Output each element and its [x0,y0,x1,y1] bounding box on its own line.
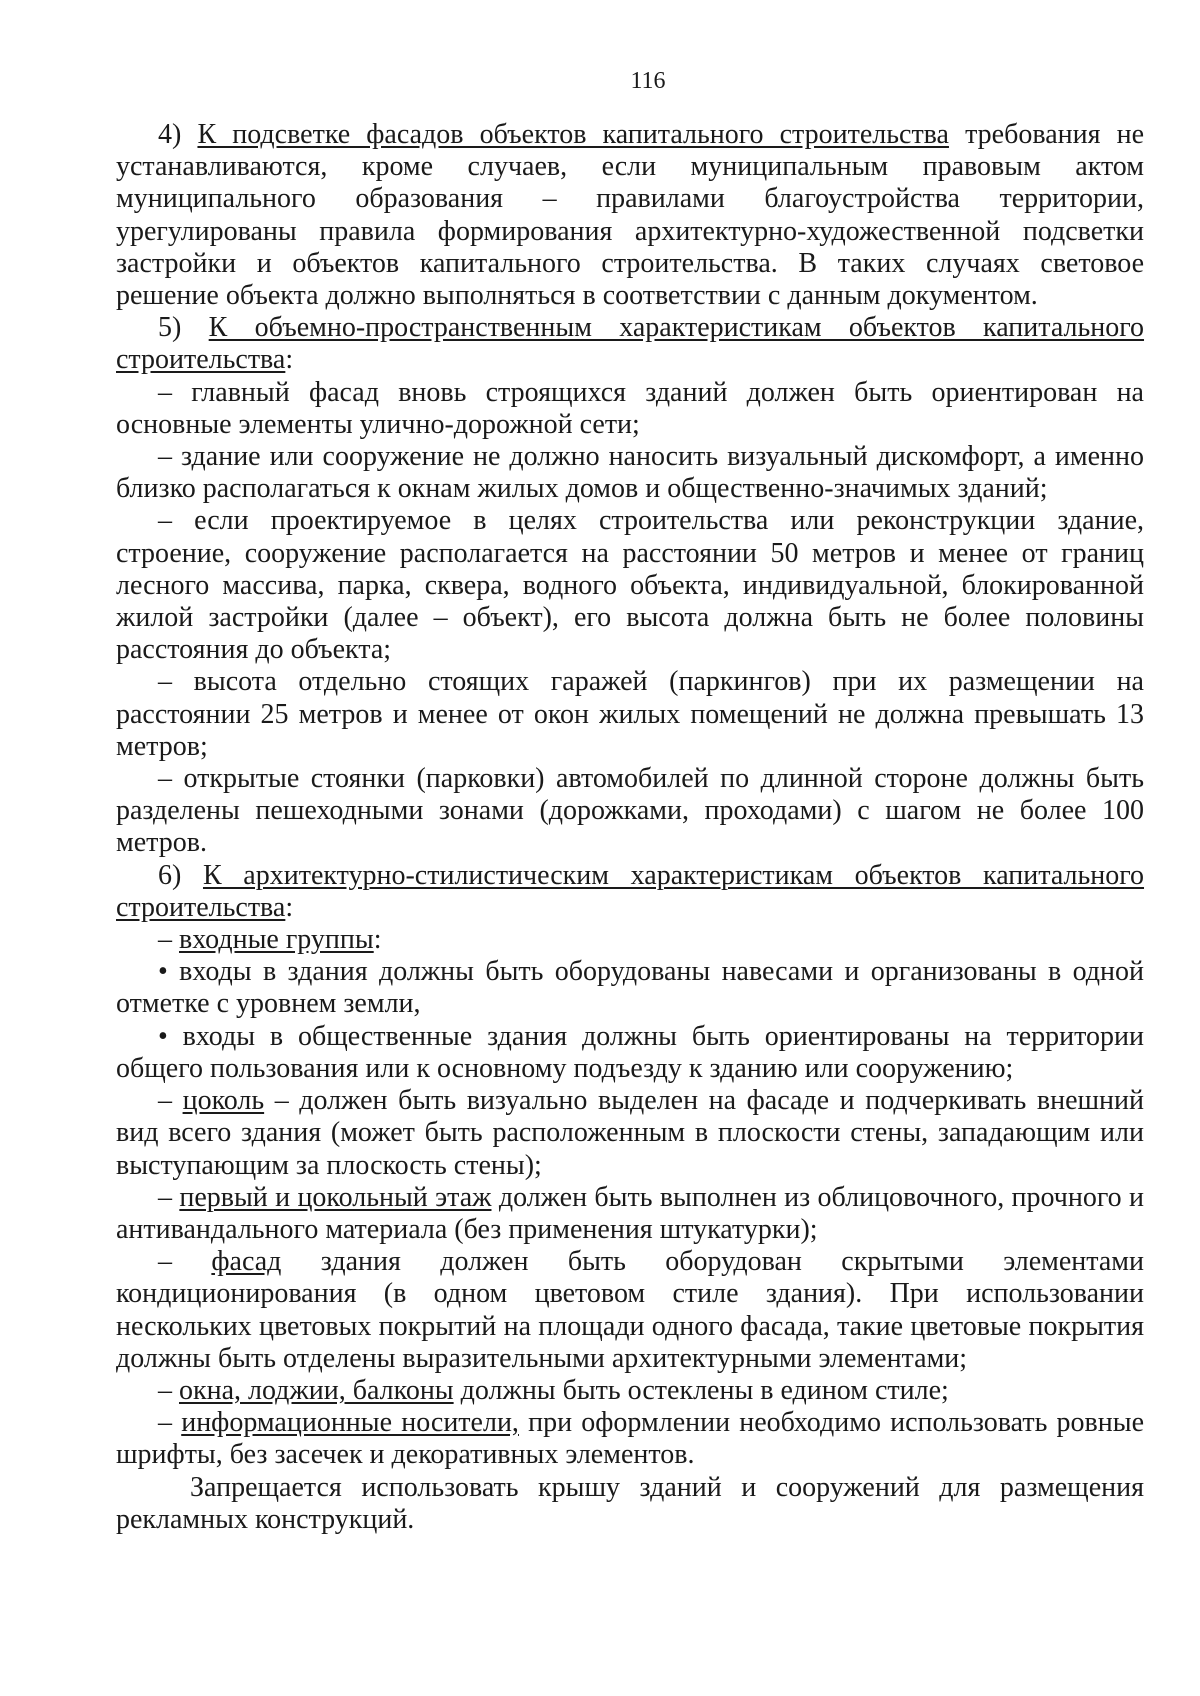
section-5-item: – открытые стоянки (парковки) автомобилей по длинной стороне должны быть разделены пешеходными зонами (дорожками, проходами) с шагом не более 100 метров. [116,763,1144,859]
section-6-number: 6) [158,859,182,891]
facade-label: фасад [211,1246,282,1278]
section-5-number: 5) [158,312,182,344]
section-4-text: требования не устанавливаются, кроме случаев, если муниципальным правовым актом муниципального образования – правилами благоустройства территории, урегулированы правила формирования архитектурно-художественной подсветки застройки и объектов капитального строительства. В таких случаях световое решение объекта должно выполняться в соответствии с данным документом. [116,119,1145,312]
plinth-item: – цоколь – должен быть визуально выделен на фасаде и подчеркивать внешний вид всего здания (может быть расположенным в плоскости стены, западающим или выступающим за плоскость стены); [116,1085,1145,1181]
info-carriers-label: информационные носители, [181,1407,519,1439]
section-6-title: К архитектурно-стилистическим характеристикам объектов капитального строительства [116,859,1145,923]
section-5-item: – здание или сооружение не должно наносить визуальный дискомфорт, а именно близко располагаться к окнам жилых домов и общественно-значимых зданий; [116,441,1144,505]
section-4-number: 4) [158,119,182,150]
facade-item: – фасад здания должен быть оборудован скрытыми элементами кондиционирования (в одном цветовом стиле здания). При использовании нескольких цветовых покрытий на площади одного фасада, такие цветовые покрытия должны быть отделены выразительными архитектурными элементами; [116,1246,1144,1374]
section-5-item: – если проектируемое в целях строительства или реконструкции здание, строение, сооружение располагается на расстоянии 50 метров и менее от границ лесного массива, парка, сквера, водного объекта, индивидуальной, блокированной жилой застройки (далее – объект), его высота должна быть не более половины расстояния до объекта; [116,505,1144,666]
plinth-label: цоколь [182,1085,265,1117]
section-5-title: К объемно-пространственным характеристикам объектов капитального строительства [116,312,1145,376]
floor-label: первый и цокольный этаж [179,1181,492,1213]
entrance-bullet-item: • входы в здания должны быть оборудованы навесами и организованы в одной отметке с уровнем земли, [116,956,1144,1020]
entrance-bullet-item: • входы в общественные здания должны быть ориентированы на территории общего пользования или к основному подъезду к зданию или сооружению; [116,1020,1144,1084]
windows-label: окна, лоджии, балконы [179,1374,454,1406]
section-4-title: К подсветке фасадов объектов капитального строительства [197,119,949,150]
windows-item: – окна, лоджии, балконы должны быть остеклены в едином стиле; [158,1374,949,1406]
entrance-groups-label: входные группы [179,924,374,956]
info-carriers-item: – информационные носители, при оформлении необходимо использовать ровные шрифты, без засечек и декоративных элементов. [116,1407,1144,1471]
floor-item: – первый и цокольный этаж должен быть выполнен из облицовочного, прочного и антивандального материала (без применения штукатурки); [116,1181,1144,1245]
section-6-heading: 6) К архитектурно-стилистическим характеристикам объектов капитального строительства: [116,859,1145,923]
section-5-item: – высота отдельно стоящих гаражей (паркингов) при их размещении на расстоянии 25 метров и менее от окон жилых помещений не должна превышать 13 метров; [116,666,1144,762]
section-5-item: – главный фасад вновь строящихся зданий должен быть ориентирован на основные элементы улично-дорожной сети; [116,376,1144,440]
section-5-heading: 5) К объемно-пространственным характеристикам объектов капитального строительства: [116,312,1145,376]
entrance-groups-item: – входные группы: [158,924,382,956]
page-number: 116 [630,68,666,94]
section-4-paragraph [116,119,1144,312]
final-paragraph: Запрещается использовать крышу зданий и сооружений для размещения рекламных конструкций. [116,1471,1144,1535]
